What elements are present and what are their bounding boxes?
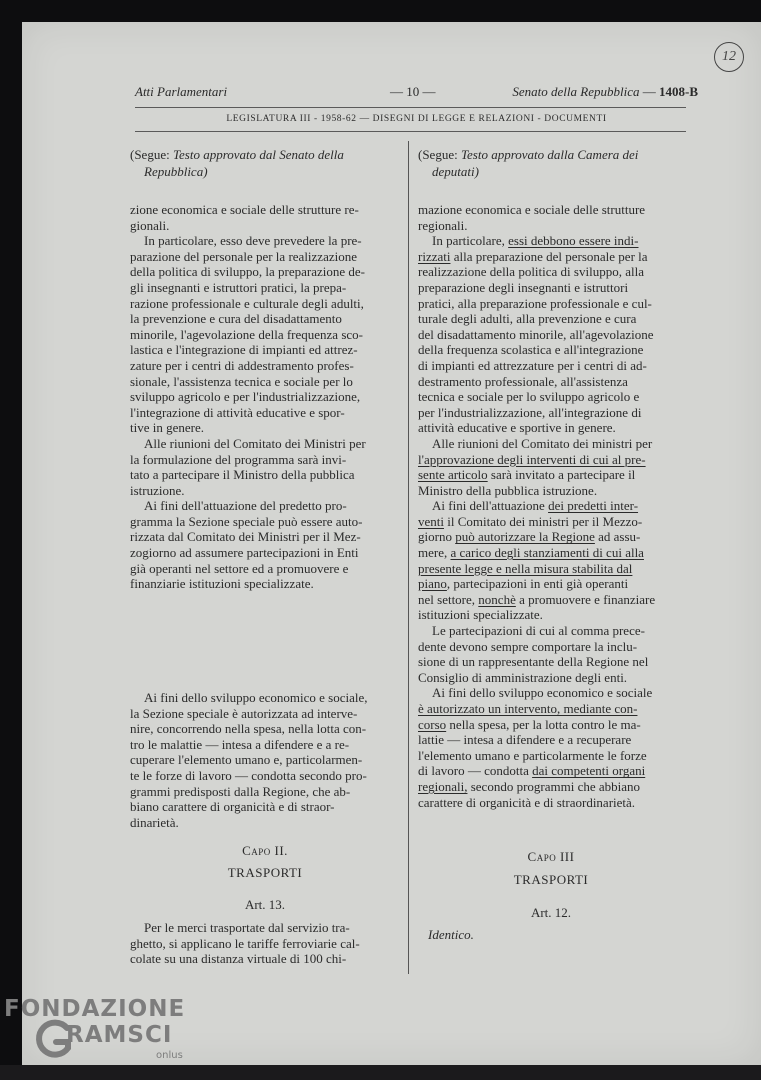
text-line (418, 779, 684, 795)
text-line: destramento professionale, all'assistenza (418, 373, 628, 389)
text-line: nire, concorrendo nella spesa, nella lotta con- (130, 721, 367, 737)
text-run: ad assu- (594, 529, 641, 545)
text-line: Alle riunioni del Comitato dei Ministri per (144, 435, 366, 451)
text-line: cuperare l'elemento umano e, particolarmen- (130, 752, 363, 768)
fondazione-gramsci-watermark (4, 996, 194, 1076)
text-line (418, 467, 684, 483)
text-line: parazione del personale per la realizzazione (130, 248, 357, 264)
text-line: dente devono sempre comportare la inclu- (418, 638, 638, 654)
text-line: sionale, l'assistenza tecnica e sociale per lo (130, 373, 353, 389)
text-line: realizzazione della politica di sviluppo, alla (418, 264, 644, 280)
amended-text: corso (418, 716, 447, 732)
text-line: la prevenzione e cura del disadattamento (130, 311, 342, 327)
right-intro-title: Testo approvato dalla Camera dei (460, 147, 639, 162)
document-number: 1408-B (659, 84, 698, 99)
text-line: biano carattere di organicità e di straor- (130, 799, 335, 815)
text-run: In particolare, (432, 233, 509, 249)
header-rule-bottom (135, 131, 686, 132)
header-right-title: Senato della Repubblica (512, 84, 640, 99)
text-line: istruzione. (130, 482, 185, 498)
right-intro-label: (Segue: (418, 147, 458, 162)
text-line: l'elemento umano e particolarmente le forze (418, 747, 647, 763)
text-line: colate su una distanza virtuale di 100 chi- (130, 951, 347, 967)
text-line: sviluppo agricolo e per l'industrializzazione, (130, 389, 361, 405)
text-line: attività educative e sportive in genere. (418, 420, 616, 436)
amended-text: venti (418, 513, 444, 529)
amended-text: dei predetti inter- (548, 498, 639, 514)
text-line (418, 592, 684, 608)
header-rule-top (135, 107, 686, 108)
text-line: già operanti nel settore ed a promuovere e (130, 560, 349, 576)
text-run: nella spesa, per la lotta contro le ma- (446, 716, 641, 732)
right-intro-title-2: deputati) (432, 164, 479, 179)
text-line: Ai fini dello sviluppo economico e sociale, (144, 690, 368, 705)
amended-text: piano (418, 576, 447, 592)
header-left: Atti Parlamentari (135, 84, 228, 99)
amended-text: presente legge e nella misura stabilita dal (418, 560, 633, 576)
text-line (418, 717, 684, 733)
text-line: della frequenza scolastica e all'integrazione (418, 342, 644, 358)
page-stamp: 12 (714, 42, 744, 72)
left-intro-note (130, 146, 400, 180)
text-line: rizzata dal Comitato dei Ministri per il Mez- (130, 529, 361, 545)
amended-text: regionali, (418, 778, 468, 794)
watermark-onlus: onlus (156, 1050, 183, 1061)
text-line: l'integrazione di attività educative e spor- (130, 404, 345, 420)
right-capo-heading: Capo III (527, 849, 575, 864)
left-section-title: TRASPORTI (227, 865, 303, 880)
text-line: tato a partecipare il Ministro della pubblica (130, 467, 355, 483)
text-line: dinarietà. (130, 814, 179, 830)
header-right (512, 84, 698, 100)
text-run: il Comitato dei ministri per il Mezzo- (444, 513, 643, 529)
text-line: di impianti ed attrezzature per i centri di ad- (418, 357, 647, 373)
amended-text: essi debbono essere indi- (508, 233, 639, 249)
text-line (418, 249, 684, 265)
text-line: mazione economica e sociale delle strutture (418, 202, 646, 217)
text-run: di lavoro — condotta (418, 763, 533, 779)
text-line: sione di un rappresentante della Regione nel (418, 654, 649, 670)
text-line: la Sezione speciale è autorizzata ad interve- (130, 705, 358, 721)
amended-text: rizzati (418, 248, 451, 264)
left-intro-title-2: Repubblica) (144, 164, 208, 179)
watermark-line-1: FONDAZIONE (4, 996, 186, 1022)
text-line (418, 233, 684, 249)
text-line: finanziarie istituzioni specializzate. (130, 576, 314, 592)
amended-text: nonchè (478, 591, 516, 607)
amended-text: l'approvazione degli interventi di cui al pre- (418, 451, 646, 467)
text-run: alla preparazione del personale per la (450, 248, 648, 264)
text-line: regionali. (418, 217, 468, 233)
text-line (418, 514, 684, 530)
text-run: secondo programmi che abbiano (467, 778, 641, 794)
text-line: gli insegnanti e istruttori pratici, la prepa- (130, 279, 347, 295)
page-number: — 10 — (390, 84, 436, 99)
text-line (418, 498, 684, 514)
text-run: mere, (418, 545, 451, 561)
amended-text: può autorizzare la Regione (455, 529, 595, 545)
right-column-body (418, 202, 684, 810)
text-line: In particolare, esso deve prevedere la pre- (144, 233, 362, 249)
text-line: gramma la Sezione speciale può essere auto- (130, 513, 363, 529)
right-paragraph-2 (418, 233, 684, 436)
amended-text: dai competenti organi (532, 763, 646, 779)
text-run: nel settore, (418, 591, 479, 607)
right-intro-note (418, 146, 684, 180)
right-paragraph-1 (418, 202, 684, 233)
amended-text: a carico degli stanziamenti di cui alla (450, 545, 644, 561)
left-paragraph-1 (130, 202, 400, 233)
text-line: gionali. (130, 217, 170, 233)
text-line: carattere di organicità e di straordinarietà. (418, 794, 636, 810)
left-column-body-3 (130, 920, 400, 967)
right-paragraph-3 (418, 436, 684, 498)
left-article-number: Art. 13. (244, 897, 286, 912)
text-line: pratici, alla preparazione professionale e cul- (418, 295, 652, 311)
left-column-body (130, 202, 400, 592)
left-capo-heading: Capo II. (242, 843, 288, 858)
right-paragraph-5 (418, 623, 684, 685)
text-line: Ministro della pubblica istruzione. (418, 482, 598, 498)
watermark-line-2: RAMSCI (66, 1022, 173, 1048)
text-line: minorile, l'agevolazione della frequenza sco- (130, 326, 363, 342)
text-line: zogiorno ad assumere partecipazioni in Enti (130, 545, 359, 561)
text-line: lastica e l'integrazione di impianti ed attrez- (130, 342, 358, 358)
page-header (135, 84, 698, 104)
text-line: grammi predisposti dalla Regione, che ab- (130, 783, 351, 799)
text-line: zature per i centri di addestramento profes- (130, 357, 354, 373)
text-line: per l'industrializzazione, all'integrazione di (418, 404, 642, 420)
text-line (418, 576, 684, 592)
text-line (418, 763, 684, 779)
right-column-intro (418, 146, 684, 180)
text-line: Ai fini dell'attuazione del predetto pro- (144, 498, 347, 514)
right-identico: Identico. (428, 927, 474, 942)
left-paragraph-4 (130, 498, 400, 592)
left-column-intro (130, 146, 400, 180)
legislature-subheader: LEGISLATURA III - 1958-62 — DISEGNI DI LEGGE E RELAZIONI - DOCUMENTI (226, 114, 607, 124)
text-line: del disadattamento minorile, all'agevolazione (418, 326, 654, 342)
text-line: te le forze di lavoro — condotta secondo pro- (130, 767, 367, 783)
left-paragraph-2 (130, 233, 400, 436)
text-line: della politica di sviluppo, la preparazione de- (130, 264, 365, 280)
text-line: tro le malattie — intesa a difendere e a re- (130, 736, 350, 752)
left-paragraph-3 (130, 436, 400, 498)
text-line: Le partecipazioni di cui al comma prece- (432, 623, 645, 639)
text-line: tecnica e sociale per lo sviluppo agricolo e (418, 389, 640, 405)
text-line: Per le merci trasportate dal servizio tra- (144, 920, 350, 935)
right-paragraph-6 (418, 685, 684, 810)
text-run: sarà invitato a partecipare il (487, 467, 636, 483)
text-line: lattie — intesa a difendere e a recuperare (418, 732, 632, 748)
left-column-body-2 (130, 690, 400, 830)
text-line (418, 545, 684, 561)
text-line (418, 529, 684, 545)
left-paragraph-5 (130, 690, 400, 830)
text-run: , partecipazioni in enti già operanti (446, 576, 629, 592)
column-divider (408, 141, 409, 974)
text-line: istituzioni specializzate. (418, 607, 543, 623)
left-paragraph-6 (130, 920, 400, 967)
text-line: zione economica e sociale delle strutture re- (130, 202, 359, 217)
text-line: Ai fini dello sviluppo economico e sociale (432, 685, 653, 701)
header-right-dash: — (639, 84, 659, 99)
amended-text: è autorizzato un intervento, mediante con- (418, 701, 638, 716)
text-line: la formulazione del programma sarà invi- (130, 451, 347, 467)
text-run: Ai fini dell'attuazione (432, 498, 549, 514)
text-line: Alle riunioni del Comitato dei ministri per (432, 435, 653, 451)
text-run: a promuovere e finanziare (515, 591, 656, 607)
left-intro-title: Testo approvato dal Senato della (172, 147, 344, 162)
text-line: preparazione degli insegnanti e istruttori (418, 279, 629, 295)
text-line: turale degli adulti, alla prevenzione e cura (418, 311, 637, 327)
text-line: Consiglio di amministrazione degli enti. (418, 669, 628, 685)
right-article-number: Art. 12. (530, 905, 572, 920)
text-run: giorno (418, 529, 456, 545)
left-intro-label: (Segue: (130, 147, 170, 162)
right-section-title: TRASPORTI (513, 872, 589, 887)
right-paragraph-4 (418, 498, 684, 623)
text-line: razione professionale e culturale degli adulti, (130, 295, 364, 311)
amended-text: sente articolo (418, 467, 488, 483)
text-line: ghetto, si applicano le tariffe ferroviarie cal- (130, 935, 360, 951)
text-line: tive in genere. (130, 420, 204, 436)
